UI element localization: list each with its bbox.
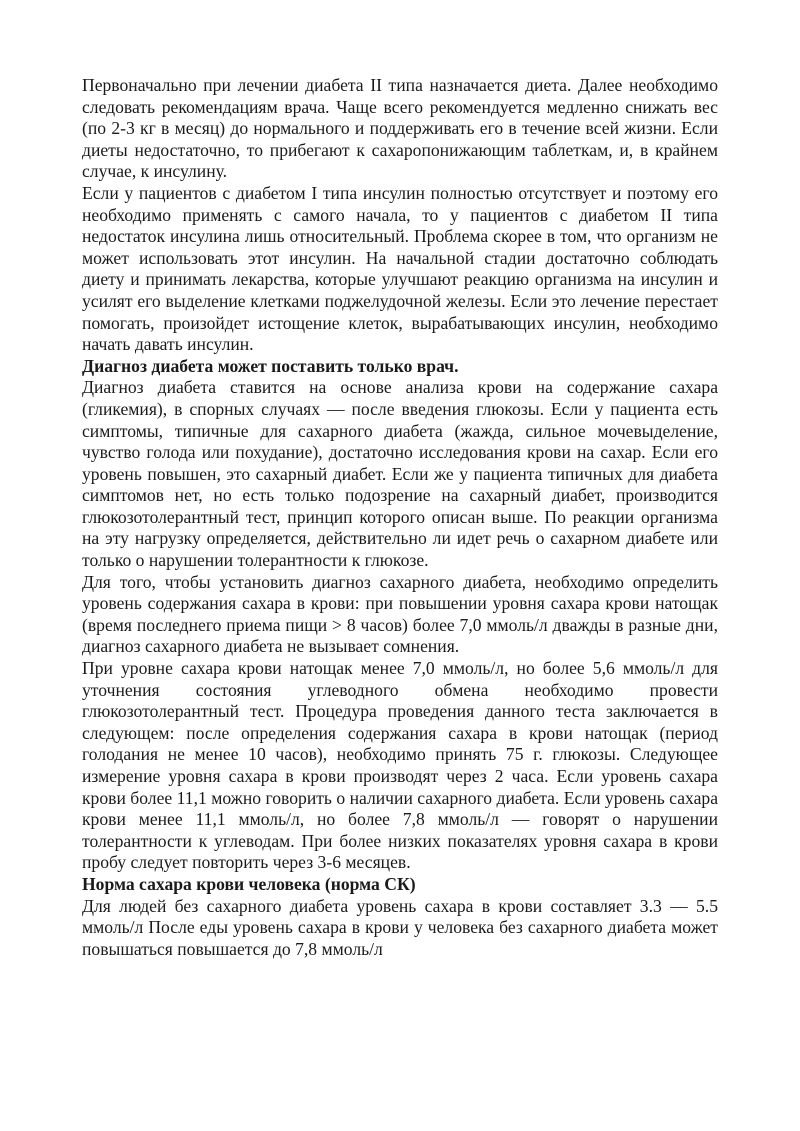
paragraph-insulin-comparison: Если у пациентов с диабетом I типа инсулин полностью отсутствует и поэтому его необходимо применять с самого начала, то у пациентов с диабетом II типа недостаток инсулина лишь относительный. Проблема скорее в том, что организм не может использовать этот инсулин. На начальной стадии достаточно соблюдать диету и принимать лекарства, которые улучшают реакцию организма на инсулин и усилят его выделение клетками поджелудочной железы. Если это лечение перестает помогать, произойдет истощение клеток, вырабатывающих инсулин, необходимо начать давать инсулин.: [82, 182, 718, 355]
paragraph-diagnosis-criteria: Для того, чтобы установить диагноз сахарного диабета, необходимо определить уровень содержания сахара в крови: при повышении уровня сахара крови натощак (время последнего приема пищи > 8 часов) более 7,0 ммоль/л дважды в разные дни, диагноз сахарного диабета не вызывает сомнения.: [82, 571, 718, 657]
document-page: [82, 75, 718, 960]
heading-blood-sugar-norm: Норма сахара крови человека (норма СК): [82, 873, 416, 894]
heading-diagnosis: Диагноз диабета может поставить только врач.: [82, 355, 459, 376]
paragraph-treatment-type-2: Первоначально при лечении диабета II типа назначается диета. Далее необходимо следовать рекомендациям врача. Чаще всего рекомендуется медленно снижать вес (по 2-3 кг в месяц) до нормального и поддерживать его в течение всей жизни. Если диеты недостаточно, то прибегают к сахаропонижающим таблеткам, и, в крайнем случае, к инсулину.: [82, 75, 718, 182]
paragraph-glucose-tolerance-test: При уровне сахара крови натощак менее 7,0 ммоль/л, но более 5,6 ммоль/л для уточнения состояния углеводного обмена необходимо провести глюкозотолерантный тест. Процедура проведения данного теста заключается в следующем: после определения содержания сахара в крови натощак (период голодания не менее 10 часов), необходимо принять 75 г. глюкозы. Следующее измерение уровня сахара в крови производят через 2 часа. Если уровень сахара крови более 11,1 можно говорить о наличии сахарного диабета. Если уровень сахара крови менее 11,1 ммоль/л, но более 7,8 ммоль/л — говорят о нарушении толерантности к углеводам. При более низких показателях уровня сахара в крови пробу следует повторить через 3-6 месяцев.: [82, 658, 718, 873]
paragraph-diagnosis-blood-test: Диагноз диабета ставится на основе анализа крови на содержание сахара (гликемия), в спорных случаях — после введения глюкозы. Если у пациента есть симптомы, типичные для сахарного диабета (жажда, сильное мочевыделение, чувство голода или похудание), достаточно исследования крови на сахар. Если его уровень повышен, это сахарный диабет. Если же у пациента типичных для диабета симптомов нет, но есть только подозрение на сахарный диабет, производится глюкозотолерантный тест, принцип которого описан выше. По реакции организма на эту нагрузку определяется, действительно ли идет речь о сахарном диабете или только о нарушении толерантности к глюкозе.: [82, 377, 718, 571]
paragraph-blood-sugar-norm: Для людей без сахарного диабета уровень сахара в крови составляет 3.3 — 5.5 ммоль/л После еды уровень сахара в крови у человека без сахарного диабета может повышаться повышается до 7,8 ммоль/л: [82, 895, 718, 959]
